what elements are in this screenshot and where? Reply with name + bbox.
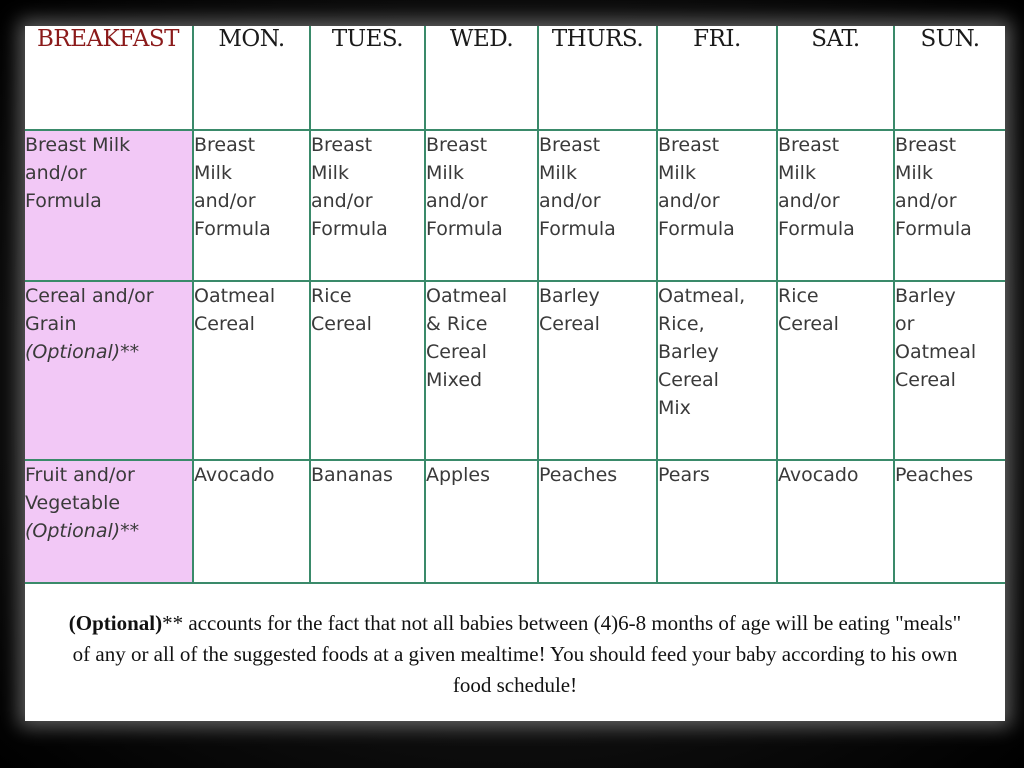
table-cell: Apples xyxy=(425,460,538,583)
optional-marker: (Optional)** xyxy=(25,341,140,363)
table-cell: Breast Milk and/or Formula xyxy=(310,130,425,281)
table-row xyxy=(25,281,1005,460)
day-header-mon: MON. xyxy=(193,26,310,130)
optional-marker: (Optional)** xyxy=(25,520,140,542)
footnote-line-3: food schedule! xyxy=(452,673,578,697)
table-cell: Peaches xyxy=(894,460,1005,583)
table-cell: Breast Milk and/or Formula xyxy=(894,130,1005,281)
table-cell: Oatmeal, Rice, Barley Cereal Mix xyxy=(657,281,777,460)
day-header-thurs: THURS. xyxy=(538,26,657,130)
table-cell: Breast Milk and/or Formula xyxy=(538,130,657,281)
table-cell: Breast Milk and/or Formula xyxy=(777,130,894,281)
footnote-line-2: of any or all of the suggested foods at a given mealtime! You should feed your baby according to his own xyxy=(72,642,958,666)
optional-footnote xyxy=(25,586,1005,701)
table-cell: Breast Milk and/or Formula xyxy=(657,130,777,281)
table-cell: Oatmeal & Rice Cereal Mixed xyxy=(425,281,538,460)
table-row xyxy=(25,460,1005,583)
table-cell: Avocado xyxy=(193,460,310,583)
breakfast-header: BREAKFAST xyxy=(25,26,193,130)
table-cell: Oatmeal Cereal xyxy=(193,281,310,460)
table-cell: Barley Cereal xyxy=(538,281,657,460)
day-header-wed: WED. xyxy=(425,26,538,130)
row-label-text: Breast Milk and/or Formula xyxy=(25,134,131,212)
table-cell: Barley or Oatmeal Cereal xyxy=(894,281,1005,460)
day-header-fri: FRI. xyxy=(657,26,777,130)
row-label-fruit xyxy=(25,460,193,583)
table-cell: Rice Cereal xyxy=(777,281,894,460)
row-label-text: Cereal and/or Grain xyxy=(25,285,154,335)
row-label-milk xyxy=(25,130,193,281)
table-cell: Pears xyxy=(657,460,777,583)
table-cell: Avocado xyxy=(777,460,894,583)
breakfast-table xyxy=(25,26,1005,584)
meal-plan-sheet xyxy=(25,26,1005,721)
table-cell: Peaches xyxy=(538,460,657,583)
row-label-cereal xyxy=(25,281,193,460)
day-header-sat: SAT. xyxy=(777,26,894,130)
table-cell: Bananas xyxy=(310,460,425,583)
table-cell: Breast Milk and/or Formula xyxy=(193,130,310,281)
table-cell: Breast Milk and/or Formula xyxy=(425,130,538,281)
footnote-line-1 xyxy=(25,608,1005,639)
day-header-sun: SUN. xyxy=(894,26,1005,130)
table-cell: Rice Cereal xyxy=(310,281,425,460)
footnote-line-1-rest: ** accounts for the fact that not all babies between (4)6-8 months of age will be eating "meals" xyxy=(162,611,962,635)
header-row xyxy=(25,26,1005,130)
footnote-lead: (Optional) xyxy=(68,611,163,635)
table-row xyxy=(25,130,1005,281)
row-label-text: Fruit and/or Vegetable xyxy=(25,464,135,514)
day-header-tues: TUES. xyxy=(310,26,425,130)
